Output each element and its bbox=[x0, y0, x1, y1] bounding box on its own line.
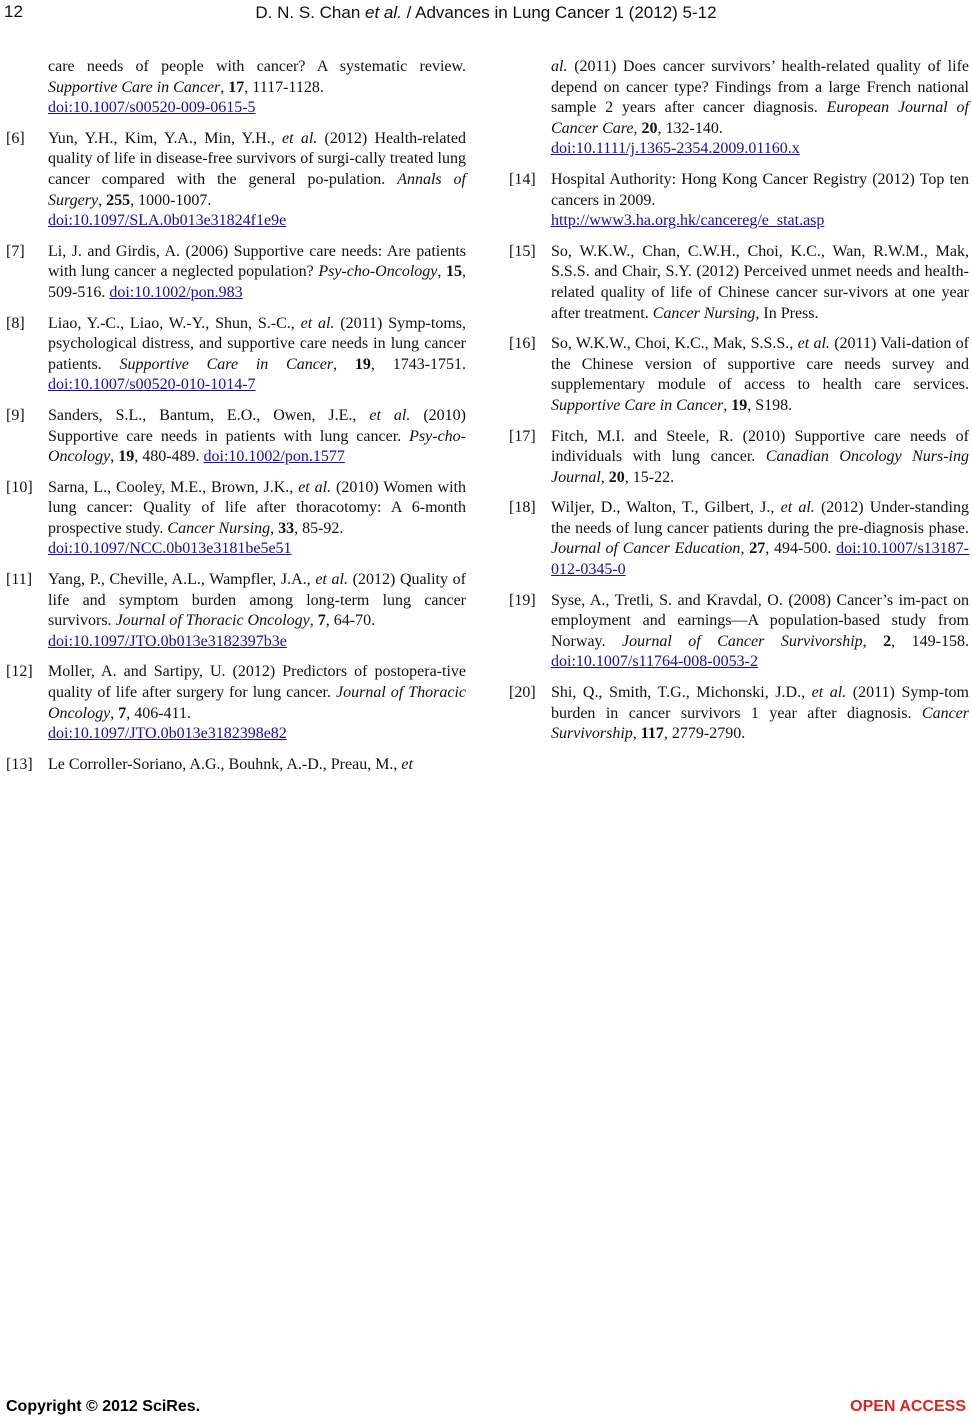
ref-volume: 7 bbox=[118, 704, 127, 722]
ref-number: [14] bbox=[509, 170, 536, 188]
ref-journal: Psy-cho-Oncology bbox=[318, 263, 438, 281]
ref-journal: Journal of Cancer Survivorship bbox=[622, 632, 863, 650]
ref-authors: Shi, Q., Smith, T.G., Michonski, J.D., bbox=[551, 684, 812, 702]
reference-16 bbox=[509, 334, 969, 416]
ref-volume: 33 bbox=[278, 519, 295, 537]
ref-text: , bbox=[333, 355, 355, 373]
ref-text: , bbox=[723, 396, 732, 414]
ref-number: [9] bbox=[6, 406, 25, 424]
reference-14 bbox=[509, 170, 969, 232]
ref-text: (2012) Under-standing the needs of lung cancer patients during the pre-diagnosis phase. bbox=[551, 499, 969, 537]
ref-authors: Yun, Y.H., Kim, Y.A., Min, Y.H., bbox=[48, 129, 282, 147]
ref-text: (2010) Supportive care needs in patients with lung cancer. bbox=[48, 406, 466, 445]
ref-number: [6] bbox=[6, 129, 25, 147]
ref-authors: Le Corroller-Soriano, A.G., Bouhnk, A.-D., Preau, M., bbox=[48, 755, 402, 773]
ref-text: (2010) Women with lung cancer: Quality of life after thoracotomy: A 6-month prospective study. bbox=[48, 478, 467, 537]
ref-volume: 20 bbox=[608, 468, 625, 486]
references-right-column bbox=[509, 57, 969, 755]
reference-continuation bbox=[6, 57, 466, 119]
ref-number: [11] bbox=[6, 571, 33, 589]
ref-text: (2011) Symp-tom burden in cancer survivors 1 year after diagnosis. bbox=[551, 684, 970, 722]
ref-journal: Supportive Care in Cancer bbox=[48, 78, 221, 96]
ref-volume: 7 bbox=[317, 612, 326, 630]
page-number: 12 bbox=[4, 2, 23, 21]
running-head-authors: D. N. S. Chan bbox=[255, 3, 366, 22]
ref-text: Hospital Authority: Hong Kong Cancer Registry (2012) Top ten cancers in 2009. bbox=[551, 170, 969, 209]
ref-number: [18] bbox=[509, 499, 536, 517]
url-link[interactable]: http://www3.ha.org.hk/cancereg/e_stat.asp bbox=[551, 212, 825, 230]
open-access-label: OPEN ACCESS bbox=[850, 1398, 966, 1415]
reference-19 bbox=[509, 591, 969, 673]
ref-text: , 64-70. bbox=[325, 612, 376, 630]
ref-text: , 406-411. bbox=[126, 704, 191, 722]
ref-text: (2012) Quality of life and symptom burden among long-term lung cancer survivors. bbox=[48, 571, 466, 630]
reference-11 bbox=[6, 570, 466, 652]
ref-etal: al. bbox=[551, 58, 568, 75]
ref-journal: Journal of Thoracic Oncology bbox=[115, 612, 310, 630]
ref-etal: et al. bbox=[369, 406, 411, 424]
ref-journal: Cancer Nursing bbox=[167, 519, 271, 537]
ref-text: , bbox=[600, 468, 609, 486]
ref-volume: 117 bbox=[640, 725, 664, 743]
ref-number: [19] bbox=[509, 591, 536, 609]
ref-text: , bbox=[633, 119, 642, 137]
ref-text: (2011) Symp-toms, psychological distress, and supportive care needs in lung cancer patients. bbox=[48, 314, 466, 373]
ref-volume: 27 bbox=[749, 540, 766, 558]
ref-text: , bbox=[110, 704, 119, 722]
ref-authors: So, W.K.W., Choi, K.C., Mak, S.S.S., bbox=[551, 335, 798, 353]
ref-text: , bbox=[437, 263, 446, 281]
ref-text: , bbox=[110, 448, 119, 466]
ref-text: Syse, A., Tretli, S. and Kravdal, O. (2008) Cancer’s im-pact on employment and earnings—A population-based study from Norway. bbox=[551, 591, 969, 650]
ref-number: [7] bbox=[6, 242, 25, 260]
ref-volume: 17 bbox=[228, 78, 245, 96]
ref-volume: 19 bbox=[118, 448, 135, 466]
ref-number: [10] bbox=[6, 478, 33, 496]
doi-link[interactable]: doi:10.1007/s11764-008-0053-2 bbox=[551, 653, 758, 671]
doi-link[interactable]: doi:10.1007/s00520-010-1014-7 bbox=[48, 376, 256, 394]
page-footer bbox=[0, 1396, 972, 1419]
running-head-etal: et al. bbox=[365, 3, 402, 22]
ref-journal: Journal of Cancer Education bbox=[551, 540, 741, 558]
ref-etal: et al. bbox=[780, 499, 815, 517]
ref-number: [8] bbox=[6, 314, 25, 332]
ref-text: , bbox=[220, 78, 229, 96]
ref-number: [13] bbox=[6, 755, 33, 773]
ref-etal: et al. bbox=[300, 314, 335, 332]
ref-etal: et al. bbox=[797, 335, 830, 353]
ref-text: , 149-158. bbox=[891, 632, 970, 650]
ref-volume: 2 bbox=[883, 632, 892, 650]
ref-authors: Wiljer, D., Walton, T., Gilbert, J., bbox=[551, 499, 781, 517]
ref-journal: Supportive Care in Cancer bbox=[119, 355, 334, 373]
reference-6 bbox=[6, 129, 466, 232]
reference-9 bbox=[6, 406, 466, 468]
ref-journal: Supportive Care in Cancer bbox=[551, 396, 724, 414]
reference-continuation bbox=[509, 57, 969, 160]
doi-link[interactable]: doi:10.1097/NCC.0b013e3181be5e51 bbox=[48, 540, 292, 558]
ref-text: , bbox=[270, 519, 279, 537]
ref-text: (2012) Health-related quality of life in disease-free survivors of surgi-cally treated lung cancer compared with the general po-pulation. bbox=[48, 129, 466, 188]
running-head bbox=[0, 3, 972, 23]
ref-text: , 85-92. bbox=[294, 519, 344, 537]
ref-etal: et al. bbox=[315, 571, 348, 589]
ref-text: , 1000-1007. bbox=[130, 191, 212, 209]
ref-text: , bbox=[98, 191, 107, 209]
doi-link[interactable]: doi:10.1007/s13187-012-0345-0 bbox=[551, 540, 969, 579]
ref-etal: et bbox=[401, 755, 413, 773]
ref-text: , bbox=[740, 540, 750, 558]
ref-journal: Cancer Nursing bbox=[652, 304, 756, 322]
reference-20 bbox=[509, 683, 969, 745]
ref-volume: 19 bbox=[731, 396, 748, 414]
ref-text: (2011) Does cancer survivors’ health-related quality of life depend on cancer type? Findings from a large French national sample 2 years after cancer diagnosis. bbox=[551, 58, 969, 117]
ref-text: care needs of people with cancer? A systematic review. bbox=[48, 58, 466, 75]
ref-text: Moller, A. and Sartipy, U. (2012) Predictors of postopera-tive quality of life after surgery for lung cancer. bbox=[48, 663, 466, 702]
ref-text: , 15-22. bbox=[624, 468, 675, 486]
ref-etal: et al. bbox=[811, 684, 847, 702]
ref-number: [20] bbox=[509, 684, 536, 702]
ref-journal: Canadian Oncology Nurs-ing Journal bbox=[551, 448, 970, 486]
doi-link[interactable]: doi:10.1097/SLA.0b013e31824f1e9e bbox=[48, 212, 287, 230]
ref-volume: 19 bbox=[354, 355, 371, 373]
ref-text: , bbox=[309, 612, 318, 630]
ref-number: [15] bbox=[509, 242, 536, 260]
ref-volume: 15 bbox=[446, 263, 462, 281]
ref-journal: Psy-cho-Oncology bbox=[48, 427, 466, 466]
page-header bbox=[0, 0, 972, 26]
ref-text: , 1117-1128. bbox=[244, 78, 324, 96]
ref-authors: Sanders, S.L., Bantum, E.O., Owen, J.E., bbox=[48, 406, 370, 424]
reference-7 bbox=[6, 242, 466, 304]
doi-link[interactable]: doi:10.1097/JTO.0b013e3182397b3e bbox=[48, 632, 287, 650]
ref-text: , S198. bbox=[747, 396, 793, 414]
reference-15 bbox=[509, 242, 969, 324]
ref-journal: Cancer Survivorship bbox=[551, 704, 969, 743]
references-left-column bbox=[6, 57, 466, 785]
ref-text: , 494-500. bbox=[765, 540, 837, 558]
reference-13 bbox=[6, 755, 466, 776]
reference-18 bbox=[509, 498, 969, 580]
ref-text: , 509-516. bbox=[48, 263, 466, 301]
reference-17 bbox=[509, 427, 969, 489]
ref-number: [16] bbox=[509, 335, 536, 353]
ref-etal: et al. bbox=[298, 478, 332, 496]
ref-journal: Journal of Thoracic Oncology bbox=[48, 684, 466, 722]
doi-link[interactable]: doi:10.1002/pon.983 bbox=[109, 283, 243, 301]
ref-text: (2011) Vali-dation of the Chinese version of supportive care needs survey and supplementary module of access to health care services. bbox=[551, 335, 970, 394]
doi-link[interactable]: doi:10.1007/s00520-009-0615-5 bbox=[48, 99, 256, 117]
ref-text: Li, J. and Girdis, A. (2006) Supportive care needs: Are patients with lung cancer a neglected population? bbox=[48, 242, 466, 281]
ref-volume: 20 bbox=[641, 119, 658, 137]
ref-text: , 2779-2790. bbox=[663, 725, 746, 743]
reference-8 bbox=[6, 314, 466, 396]
ref-text: So, W.K.W., Chan, C.W.H., Choi, K.C., Wan, R.W.M., Mak, S.S.S. and Chair, S.Y. (2012) Perceived unmet needs and health-related quality of life of Chinese cancer sur-vivors at one year after treatment. bbox=[551, 242, 969, 322]
ref-journal: European Journal of Cancer Care bbox=[551, 99, 969, 137]
ref-text: , bbox=[632, 725, 641, 743]
reference-12 bbox=[6, 662, 466, 744]
ref-text: , 1743-1751. bbox=[370, 355, 467, 373]
ref-authors: Sarna, L., Cooley, M.E., Brown, J.K., bbox=[48, 478, 299, 496]
running-head-journal: / Advances in Lung Cancer 1 (2012) 5-12 bbox=[401, 3, 717, 22]
ref-journal: Annals of Surgery bbox=[48, 170, 466, 209]
ref-authors: Liao, Y.-C., Liao, W.-Y., Shun, S.-C., bbox=[48, 314, 301, 332]
ref-number: [17] bbox=[509, 427, 536, 445]
ref-text: , 132-140. bbox=[657, 119, 723, 137]
copyright-notice: Copyright © 2012 SciRes. bbox=[6, 1398, 201, 1415]
ref-text: , In Press. bbox=[755, 304, 819, 322]
reference-10 bbox=[6, 478, 466, 560]
doi-link[interactable]: doi:10.1002/pon.1577 bbox=[203, 448, 345, 466]
ref-etal: et al. bbox=[281, 129, 318, 147]
doi-link[interactable]: doi:10.1097/JTO.0b013e3182398e82 bbox=[48, 725, 287, 743]
ref-volume: 255 bbox=[106, 191, 131, 209]
ref-text: Fitch, M.I. and Steele, R. (2010) Supportive care needs of individuals with lung cancer. bbox=[551, 427, 969, 466]
ref-number: [12] bbox=[6, 663, 33, 681]
doi-link[interactable]: doi:10.1111/j.1365-2354.2009.01160.x bbox=[551, 140, 800, 158]
ref-authors: Yang, P., Cheville, A.L., Wampfler, J.A., bbox=[48, 571, 316, 589]
ref-text: , 480-489. bbox=[134, 448, 204, 466]
ref-text: , bbox=[862, 632, 884, 650]
